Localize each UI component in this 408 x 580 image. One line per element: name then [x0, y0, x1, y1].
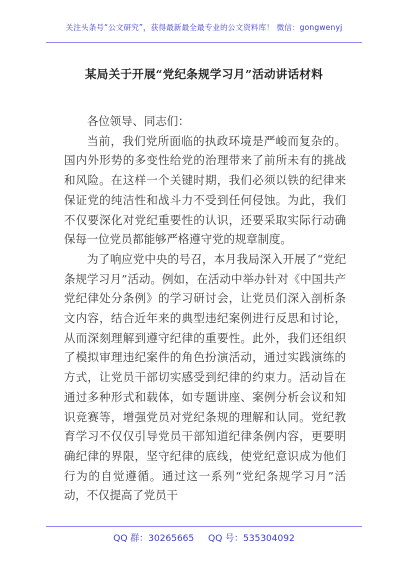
footer-contact: [0, 531, 408, 544]
footer-divider: [46, 526, 362, 527]
body-paragraph-2: 为了响应党中央的号召，本月我局深入开展了“党纪条规学习月”活动。例如，在活动中举办针对《中国共产党纪律处分条例》的学习研讨会，让党员们深入剖析条文内容，结合近年来的典型违纪案例进行反思和讨论，从而深刻理解到遵守纪律的重要性。此外，我们还组织了模拟审理违纪案件的角色扮演活动，通过实践演练的方式，让党员干部切实感受到纪律的约束力。活动旨在通过多种形式和载体，如专题讲座、案例分析会议和知识竞赛等，增强党员对党纪条规的理解和认同。党纪教育学习不仅仅引导党员干部知道纪律条例内容，更要明确纪律的界限，坚守纪律的底线，使党纪意识成为他们行为的自觉遵循。通过这一系列“党纪条规学习月”活动，不仅提高了党员干: [64, 251, 346, 503]
footer-qq-group: QQ 群：30265665: [113, 534, 195, 544]
document-title: 某局关于开展“党纪条规学习月”活动讲话材料: [84, 67, 324, 81]
salutation: 各位领导、同志们：: [87, 114, 190, 128]
header-divider: [46, 42, 362, 43]
header-banner: 关注头条号“公文研究”，获得最新最全最专业的公文资料库！ 微信：gongwenyj: [65, 23, 343, 32]
body-paragraph-1: 当前，我们党所面临的执政环境是严峻而复杂的。国内外形势的多变性给党的治理带来了前所未有的挑战和风险。在这样一个关键时期，我们必须以铁的纪律来保证党的纯洁性和战斗力不受到任何侵蚀。为此，我们不仅要深化对党纪重要性的认识，还要采取实际行动确保每一位党员都能够严格遵守党的规章制度。: [64, 133, 346, 247]
document-body: [64, 112, 346, 506]
footer-qq-number: QQ 号：535304092: [208, 534, 295, 544]
